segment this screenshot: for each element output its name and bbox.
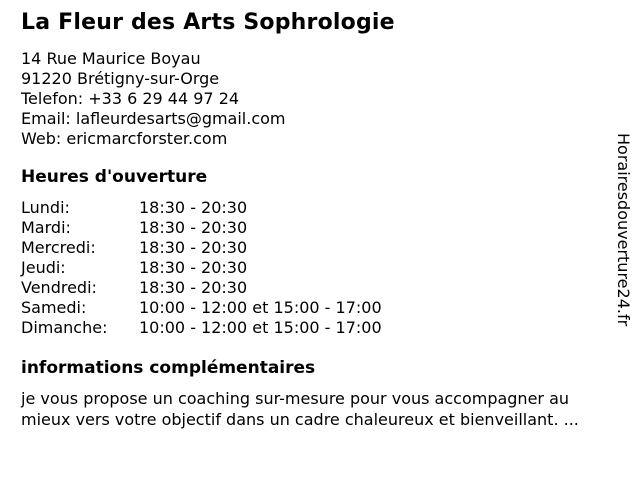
day-label: Dimanche: bbox=[21, 318, 108, 337]
opening-hours-table bbox=[21, 198, 612, 338]
additional-info-heading: informations complémentaires bbox=[21, 358, 316, 378]
hours-row-saturday bbox=[21, 298, 612, 318]
time-value: 18:30 - 20:30 bbox=[139, 198, 248, 217]
site-watermark: Horairesdouverture24.fr bbox=[614, 133, 633, 327]
time-value: 18:30 - 20:30 bbox=[139, 258, 248, 277]
day-label: Lundi: bbox=[21, 198, 70, 217]
hours-row-sunday bbox=[21, 318, 612, 338]
day-label: Samedi: bbox=[21, 298, 87, 317]
phone-label: Telefon: bbox=[21, 89, 84, 108]
web-line bbox=[21, 129, 612, 149]
hours-row-tuesday bbox=[21, 218, 612, 238]
hours-row-thursday bbox=[21, 258, 612, 278]
day-label: Vendredi: bbox=[21, 278, 97, 297]
day-label: Mercredi: bbox=[21, 238, 96, 257]
hours-row-wednesday bbox=[21, 238, 612, 258]
time-value: 18:30 - 20:30 bbox=[139, 278, 248, 297]
time-value: 10:00 - 12:00 et 15:00 - 17:00 bbox=[139, 318, 382, 337]
web-label: Web: bbox=[21, 129, 62, 148]
phone-value: +33 6 29 44 97 24 bbox=[88, 89, 240, 108]
contact-block bbox=[21, 49, 612, 149]
email-value: lafleurdesarts@gmail.com bbox=[75, 109, 286, 128]
email-label: Email: bbox=[21, 109, 71, 128]
day-label: Jeudi: bbox=[21, 258, 66, 277]
phone-line bbox=[21, 89, 612, 109]
opening-hours-heading: Heures d'ouverture bbox=[21, 167, 208, 187]
address-line-2: 91220 Brétigny-sur-Orge bbox=[21, 69, 220, 88]
time-value: 18:30 - 20:30 bbox=[139, 238, 248, 257]
time-value: 10:00 - 12:00 et 15:00 - 17:00 bbox=[139, 298, 382, 317]
page-title: La Fleur des Arts Sophrologie bbox=[21, 10, 395, 35]
day-label: Mardi: bbox=[21, 218, 71, 237]
address-line-1: 14 Rue Maurice Boyau bbox=[21, 49, 201, 68]
hours-row-monday bbox=[21, 198, 612, 218]
web-value: ericmarcforster.com bbox=[66, 129, 228, 148]
hours-row-friday bbox=[21, 278, 612, 298]
time-value: 18:30 - 20:30 bbox=[139, 218, 248, 237]
additional-info-text: je vous propose un coaching sur-mesure pour vous accompagner au mieux vers votre objectif dans un cadre chaleureux et bienveillant. ... bbox=[21, 389, 579, 429]
email-line bbox=[21, 109, 612, 129]
